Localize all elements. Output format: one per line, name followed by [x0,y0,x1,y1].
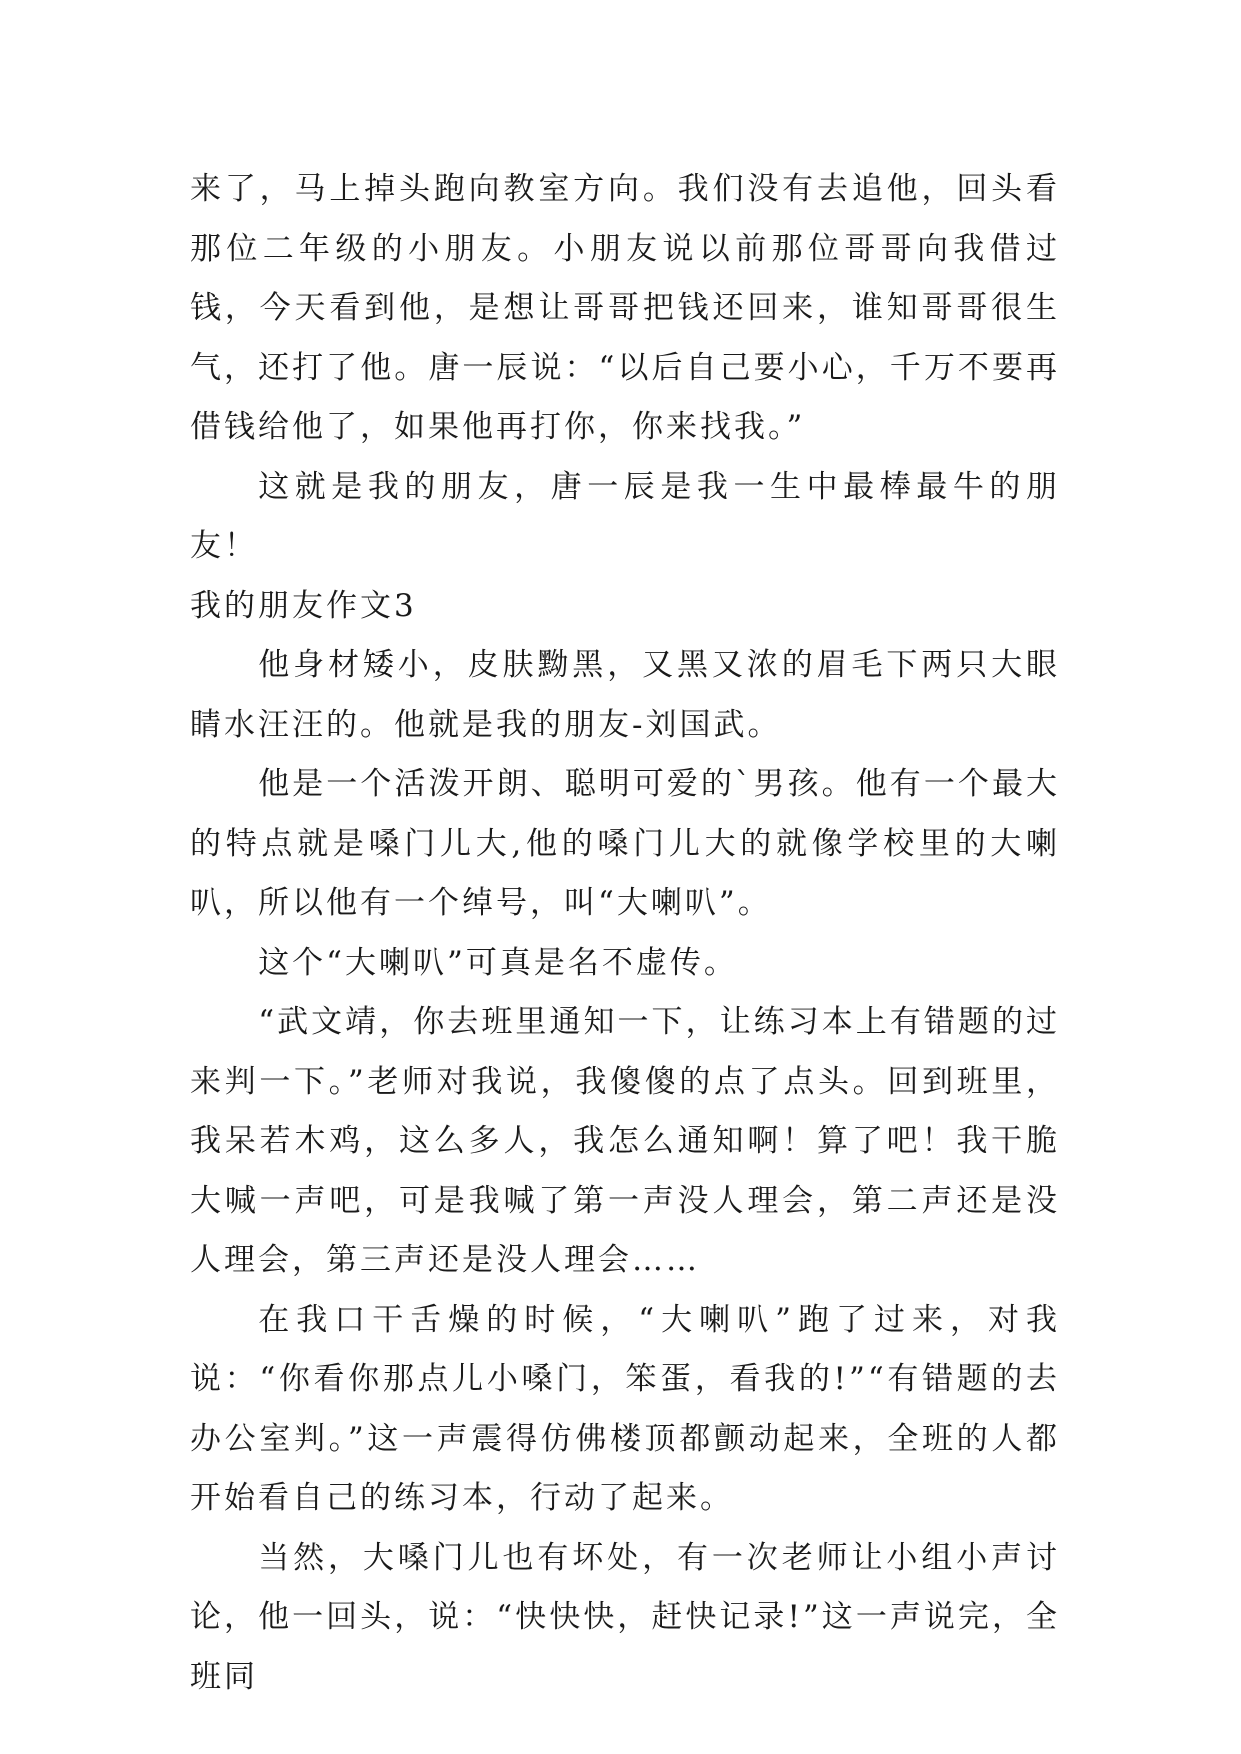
document-page [190,160,1060,1707]
paragraph: “武文靖，你去班里通知一下，让练习本上有错题的过来判一下。”老师对我说，我傻傻的点了点头。回到班里，我呆若木鸡，这么多人，我怎么通知啊！算了吧！我干脆大喊一声吧，可是我喊了第一声没人理会，第二声还是没人理会，第三声还是没人理会…… [190,1004,1060,1278]
section-heading: 我的朋友作文3 [190,587,417,624]
paragraph: 在我口干舌燥的时候，“大喇叭”跑了过来，对我说：“你看你那点儿小嗓门，笨蛋，看我的!”“有错题的去办公室判。”这一声震得仿佛楼顶都颤动起来，全班的人都开始看自己的练习本，行动了起来。 [190,1301,1060,1516]
paragraph: 他是一个活泼开朗、聪明可爱的`男孩。他有一个最大的特点就是嗓门儿大,他的嗓门儿大的就像学校里的大喇叭，所以他有一个绰号，叫“大喇叭”。 [190,766,1060,921]
paragraph: 这个“大喇叭”可真是名不虚传。 [258,944,738,981]
paragraph: 他身材矮小，皮肤黝黑，又黑又浓的眉毛下两只大眼睛水汪汪的。他就是我的朋友-刘国武。 [190,647,1060,743]
paragraph-truncated: 当然，大嗓门儿也有坏处，有一次老师让小组小声讨论，他一回头，说：“快快快，赶快记录!”这一声说完，全班同 [190,1539,1060,1695]
paragraph-continuation: 来了，马上掉头跑向教室方向。我们没有去追他，回头看那位二年级的小朋友。小朋友说以前那位哥哥向我借过钱，今天看到他，是想让哥哥把钱还回来，谁知哥哥很生气，还打了他。唐一辰说：“以后自己要小心，千万不要再借钱给他了，如果他再打你，你来找我。” [190,171,1060,445]
paragraph-conclusion: 这就是我的朋友，唐一辰是我一生中最棒最牛的朋友！ [190,468,1060,564]
